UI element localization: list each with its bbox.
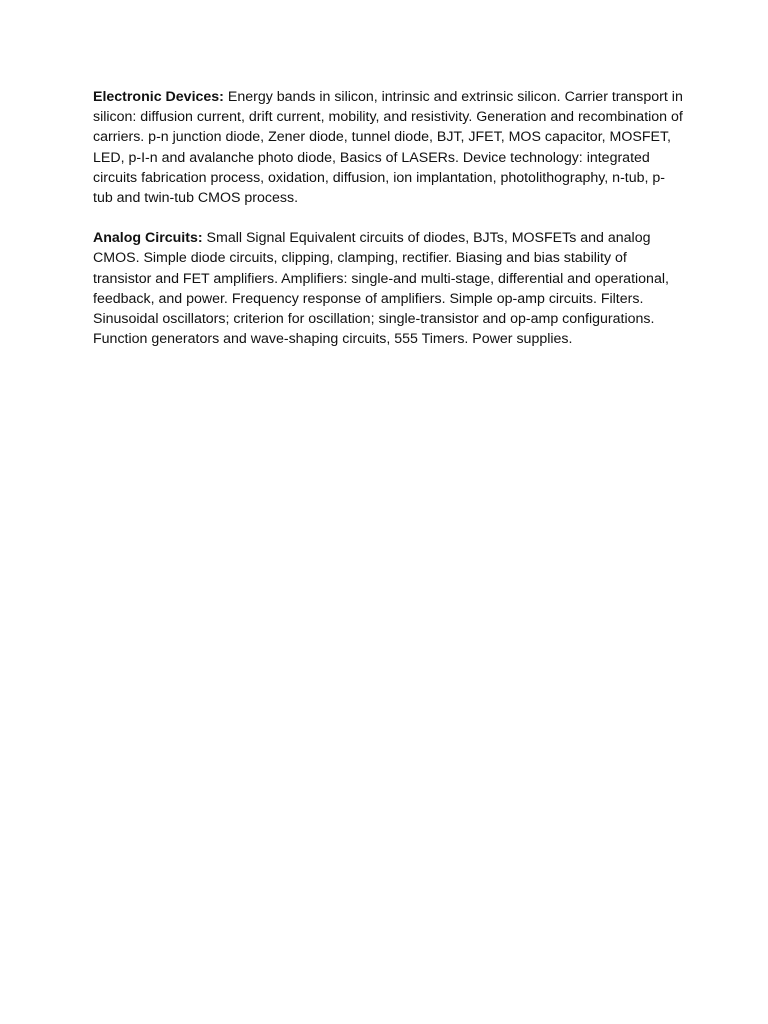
section-heading: Analog Circuits:	[93, 230, 203, 247]
section-heading: Electronic Devices:	[93, 89, 224, 105]
document-content	[93, 87, 683, 369]
section-body: Energy bands in silicon, intrinsic and extrinsic silicon. Carrier transport in silicon: diffusion current, drift current, mobility, and resistivity. Generation and recombination of carriers. p-n junction diode, Zener diode, tunnel diode, BJT, JFET, MOS capacitor, MOSFET, LED, p-I-n and avalanche photo diode, Basics of LASERs. Device technology: integrated circuits fabrication process, oxidation, diffusion, ion implantation, photolithography, n-tub, p-tub and twin-tub CMOS process.	[93, 89, 683, 207]
section-electronic-devices	[93, 87, 683, 208]
section-analog-circuits	[93, 228, 683, 349]
section-body: Small Signal Equivalent circuits of diodes, BJTs, MOSFETs and analog CMOS. Simple diode circuits, clipping, clamping, rectifier. Biasing and bias stability of transistor and FET amplifiers. Amplifiers: single-and multi-stage, differential and operational, feedback, and power. Frequency response of amplifiers. Simple op-amp circuits. Filters. Sinusoidal oscillators; criterion for oscillation; single-transistor and op-amp configurations. Function generators and wave-shaping circuits, 555 Timers. Power supplies.	[93, 230, 669, 348]
